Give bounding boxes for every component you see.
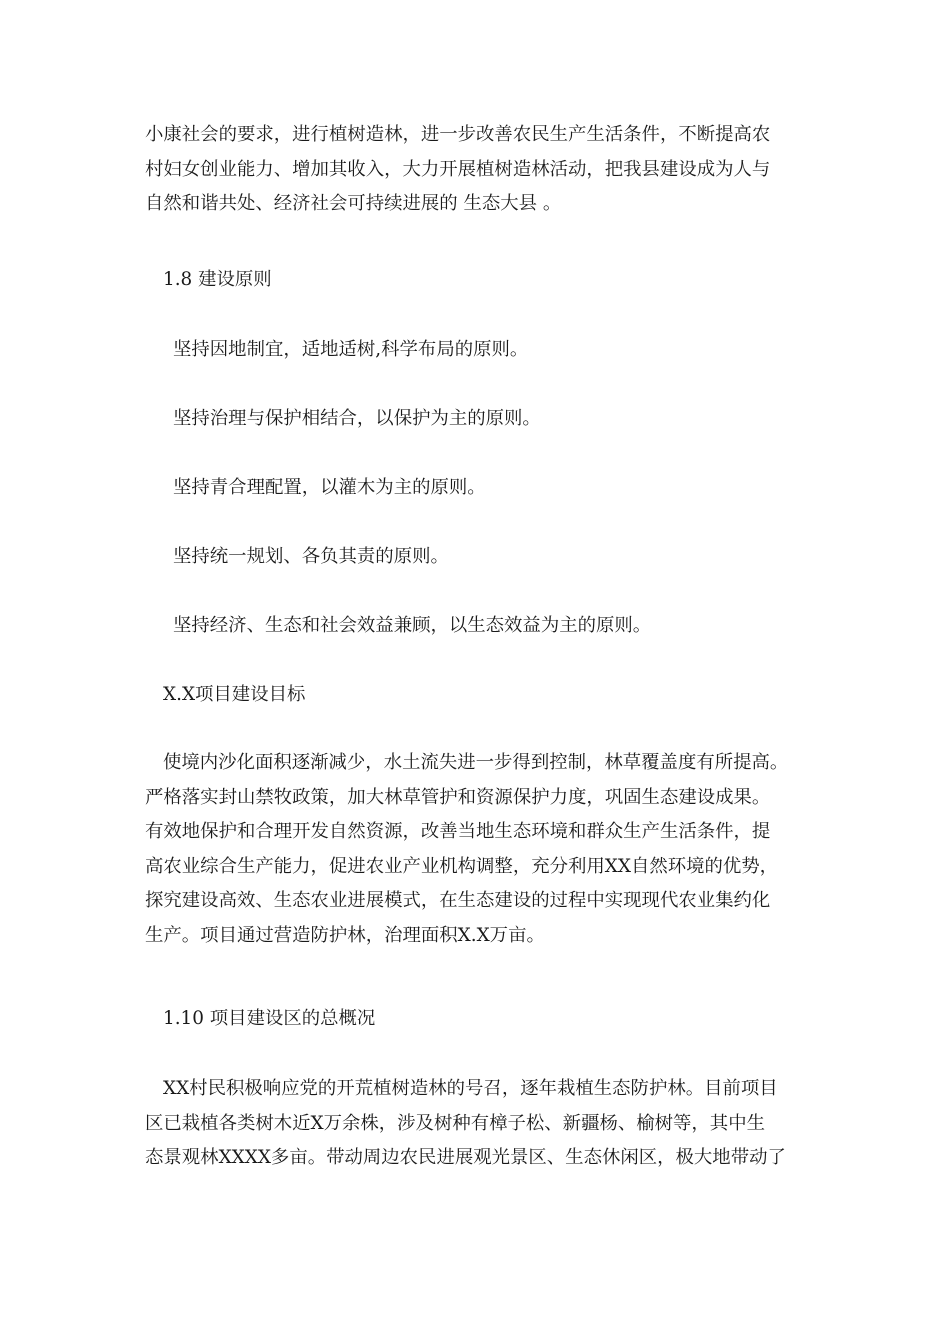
text-line: 严格落实封山禁牧政策，加大林草管护和资源保护力度，巩固生态建设成果。: [145, 786, 771, 808]
text-line: XX村民积极响应党的开荒植树造林的号召，逐年栽植生态防护林。目前项目: [163, 1078, 778, 1099]
text-line: 自然和谐共处、经济社会可持续进展的 生态大县 。: [145, 193, 562, 214]
paragraph-intro: [145, 118, 811, 222]
heading-text: 1.10 项目建设区的总概况: [163, 1008, 376, 1029]
principle-text: 坚持青合理配置，以灌木为主的原则。: [173, 477, 486, 498]
heading-text: 1.8 建设原则: [163, 269, 272, 290]
principle-item: [145, 540, 811, 575]
text-line: 高农业综合生产能力，促进农业产业机构调整，充分利用XX自然环境的优势，: [145, 855, 779, 877]
principle-item: [145, 333, 811, 368]
principle-text: 坚持统一规划、各负其责的原则。: [173, 546, 449, 567]
paragraph-goals: [145, 746, 811, 953]
section-heading-1-8: [145, 263, 811, 298]
text-line: 生产。项目通过营造防护林，治理面积X.X万亩。: [145, 924, 545, 946]
principle-item: [145, 609, 811, 644]
text-line: 有效地保护和合理开发自然资源，改善当地生态环境和群众生产生活条件，提: [145, 821, 771, 842]
heading-text: X.X项目建设目标: [163, 684, 306, 705]
principle-text: 坚持因地制宜，适地适树,科学布局的原则。: [173, 339, 529, 360]
section-heading-1-10: [145, 1002, 811, 1037]
principle-item: [145, 471, 811, 506]
text-line: 探究建设高效、生态农业进展模式，在生态建设的过程中实现现代农业集约化: [145, 890, 771, 911]
paragraph-overview: [145, 1072, 811, 1176]
principle-text: 坚持经济、生态和社会效益兼顾，以生态效益为主的原则。: [173, 615, 652, 636]
text-line: 态景观林XXXX多亩。带动周边农民进展观光景区、生态休闲区，极大地带动了: [145, 1147, 786, 1168]
principle-item: [145, 402, 811, 437]
text-line: 使境内沙化面积逐渐减少，水土流失进一步得到控制，林草覆盖度有所提高。: [163, 752, 789, 773]
text-line: 区已栽植各类树木近X万余株，涉及树种有樟子松、新疆杨、榆树等，其中生: [145, 1112, 765, 1134]
text-line: 村妇女创业能力、增加其收入，大力开展植树造林活动，把我县建设成为人与: [145, 158, 771, 180]
text-line: 小康社会的要求，进行植树造林，进一步改善农民生产生活条件，不断提高农: [145, 124, 771, 145]
principle-text: 坚持治理与保护相结合，以保护为主的原则。: [173, 408, 541, 429]
section-heading-goals: [145, 678, 811, 713]
